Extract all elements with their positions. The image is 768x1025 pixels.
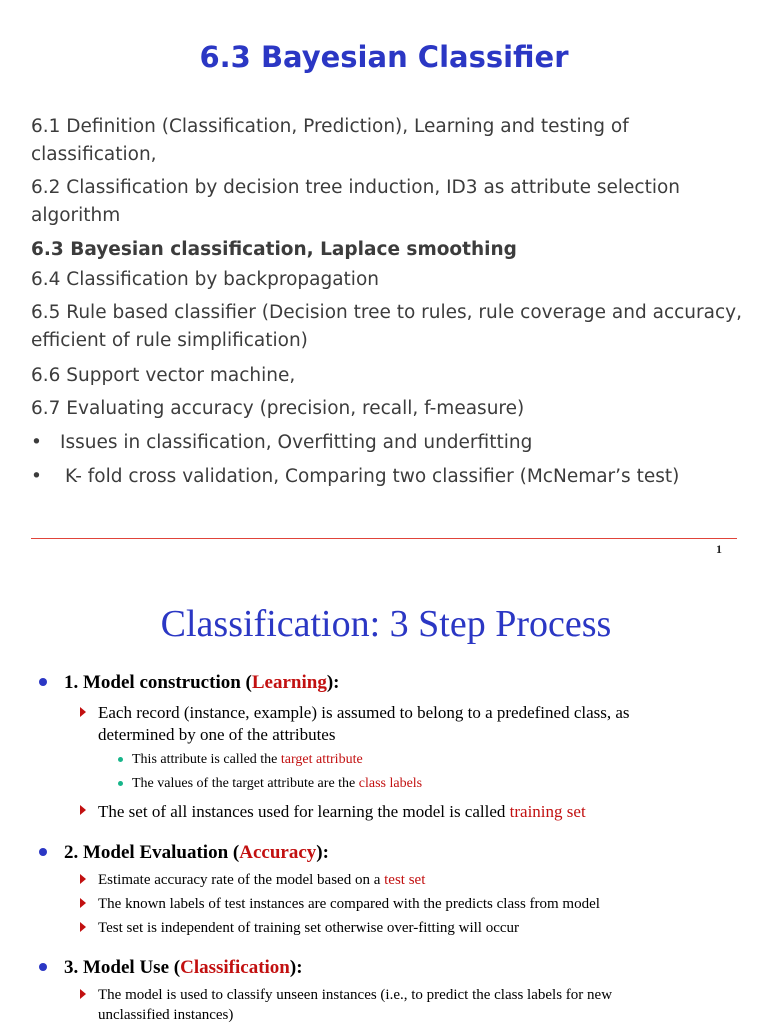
triangle-bullet-icon <box>80 874 86 884</box>
step-2-point-2: The known labels of test instances are compared with the predicts class from model <box>98 896 600 912</box>
toc-item-6-2-line-2: algorithm <box>31 205 121 226</box>
step-1-sub-1 <box>132 752 363 768</box>
step-3-prefix: 3. Model Use ( <box>64 957 181 978</box>
step-1-sub-1-prefix: This attribute is called the <box>132 752 281 767</box>
step-1-point-1-line-2: determined by one of the attributes <box>98 725 336 744</box>
step-2-prefix: 2. Model Evaluation ( <box>64 842 240 863</box>
step-3-suffix: ): <box>289 957 303 978</box>
step-1-sub-2-prefix: The values of the target attribute are the <box>132 776 359 791</box>
slide-2-title: Classification: 3 Step Process <box>160 603 612 645</box>
bullet-marker: • <box>31 432 42 453</box>
step-2-point-1-prefix: Estimate accuracy rate of the model based on a <box>98 872 385 888</box>
sub-bullet-dot-icon <box>118 781 123 786</box>
toc-item-6-6: 6.6 Support vector machine, <box>31 365 296 386</box>
sub-bullet-dot-icon <box>118 757 123 762</box>
step-3-point-1-line-2: unclassified instances) <box>98 1007 234 1023</box>
toc-item-6-7: 6.7 Evaluating accuracy (precision, recall, f-measure) <box>31 398 525 419</box>
toc-item-6-1-line-1: 6.1 Definition (Classification, Prediction), Learning and testing of <box>31 116 629 137</box>
bullet-marker: • <box>31 466 42 487</box>
step-1-sub-2 <box>132 776 422 792</box>
step-1-sub-2-highlight: class labels <box>358 776 423 791</box>
step-3-highlight: Classification <box>180 957 290 978</box>
toc-item-6-5-line-2: efficient of rule simplification) <box>31 330 308 351</box>
step-1-point-1-line-1: Each record (instance, example) is assumed to belong to a predefined class, as <box>98 703 630 722</box>
step-3-point-1-line-1: The model is used to classify unseen instances (i.e., to predict the class labels for new <box>98 987 613 1003</box>
toc-item-6-1-line-2: classification, <box>31 144 157 165</box>
bullet-dot-icon <box>39 848 47 856</box>
step-1-point-2-prefix: The set of all instances used for learning the model is called <box>98 802 510 821</box>
triangle-bullet-icon <box>80 922 86 932</box>
toc-bullet-issues: Issues in classification, Overfitting and underfitting <box>60 432 533 453</box>
step-2-heading <box>64 842 329 864</box>
toc-item-6-3-current: 6.3 Bayesian classification, Laplace smoothing <box>31 239 517 260</box>
step-2-point-1 <box>98 870 425 890</box>
bullet-dot-icon <box>39 963 47 971</box>
step-2-point-1-highlight: test set <box>384 872 426 888</box>
step-2-point-3: Test set is independent of training set otherwise over-fitting will occur <box>98 920 520 936</box>
slide-1-title: 6.3 Bayesian Classifier <box>199 40 569 74</box>
step-2-highlight: Accuracy <box>239 842 317 863</box>
step-3-heading <box>64 957 303 979</box>
toc-item-6-4: 6.4 Classification by backpropagation <box>31 269 379 290</box>
step-1-suffix: ): <box>326 672 340 693</box>
bullet-dot-icon <box>39 678 47 686</box>
toc-item-6-1 <box>31 113 756 169</box>
step-1-heading <box>64 672 339 694</box>
slide-divider <box>31 538 737 539</box>
toc-item-6-2 <box>31 174 756 230</box>
step-2-suffix: ): <box>316 842 329 863</box>
step-1-prefix: 1. Model construction ( <box>64 672 252 693</box>
step-1-point-2 <box>98 801 586 823</box>
triangle-bullet-icon <box>80 989 86 999</box>
step-1-point-2-highlight: training set <box>509 802 586 821</box>
toc-item-6-5-line-1: 6.5 Rule based classifier (Decision tree to rules, rule coverage and accuracy, <box>31 302 742 323</box>
step-1-sub-1-highlight: target attribute <box>280 752 363 767</box>
toc-item-6-5 <box>31 299 756 355</box>
step-1-highlight: Learning <box>251 672 327 693</box>
triangle-bullet-icon <box>80 805 86 815</box>
triangle-bullet-icon <box>80 898 86 908</box>
toc-item-6-2-line-1: 6.2 Classification by decision tree induction, ID3 as attribute selection <box>31 177 681 198</box>
page-number: 1 <box>716 542 722 556</box>
toc-bullet-kfold: K- fold cross validation, Comparing two classifier (McNemar’s test) <box>65 466 680 487</box>
triangle-bullet-icon <box>80 707 86 717</box>
